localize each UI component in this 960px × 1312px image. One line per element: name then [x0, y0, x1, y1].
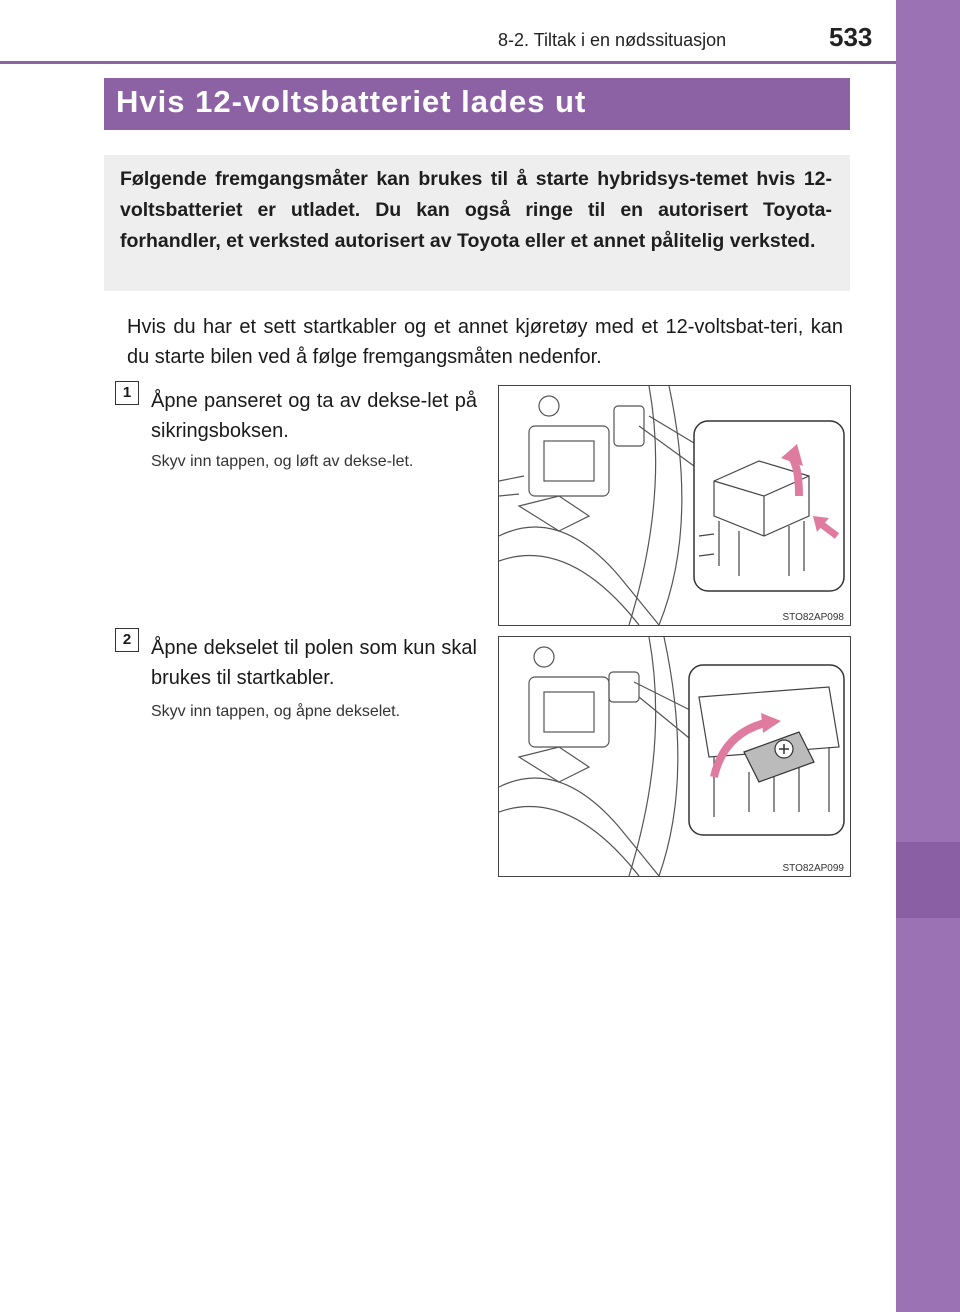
- chapter-title: Hvis det oppstår problemer: [14, 928, 31, 1121]
- lead-paragraph: Hvis du har et sett startkabler og et annet kjøretøy med et 12-voltsbat-teri, kan du starte bilen ved å følge fremgangsmåten nedenfor.: [127, 316, 843, 368]
- figure-code-2: STO82AP099: [782, 863, 844, 874]
- section-header: 8-2. Tiltak i en nødssituasjon: [498, 30, 727, 50]
- step-1-note: Skyv inn tappen, og løft av dekse-let.: [151, 453, 414, 470]
- step-2-note: Skyv inn tappen, og åpne dekselet.: [151, 703, 401, 720]
- step-number-2: 2: [115, 628, 139, 652]
- terminal-cover-illustration: [499, 637, 850, 876]
- intro-box: [104, 155, 850, 291]
- figure-code-1: STO82AP098: [782, 612, 844, 623]
- intro-text: Følgende fremgangsmåter kan brukes til å starte hybridsys-temet hvis 12-voltsbatteriet er utladet. Du kan også ringe til en autorisert Toyota-forhandler, et verksted autorisert av Toyota eller et annet pålitelig verksted.: [120, 168, 832, 252]
- figure-terminal-cover: [498, 636, 851, 877]
- chapter-side-tab: [896, 0, 960, 1312]
- step-number-1: 1: [115, 381, 139, 405]
- section-title-bar: [104, 78, 850, 130]
- header-rule: [0, 61, 896, 64]
- section-title: Hvis 12-voltsbatteriet lades ut: [116, 84, 587, 119]
- step-1-title: Åpne panseret og ta av dekse-let på sikringsboksen.: [151, 390, 477, 442]
- page-number: 533: [829, 22, 873, 52]
- chapter-number: 8: [27, 868, 37, 885]
- fuse-box-illustration: [499, 386, 850, 625]
- step-2-title: Åpne dekselet til polen som kun skal brukes til startkabler.: [151, 637, 477, 689]
- figure-fuse-box-cover: [498, 385, 851, 626]
- chapter-number-box: [896, 842, 960, 918]
